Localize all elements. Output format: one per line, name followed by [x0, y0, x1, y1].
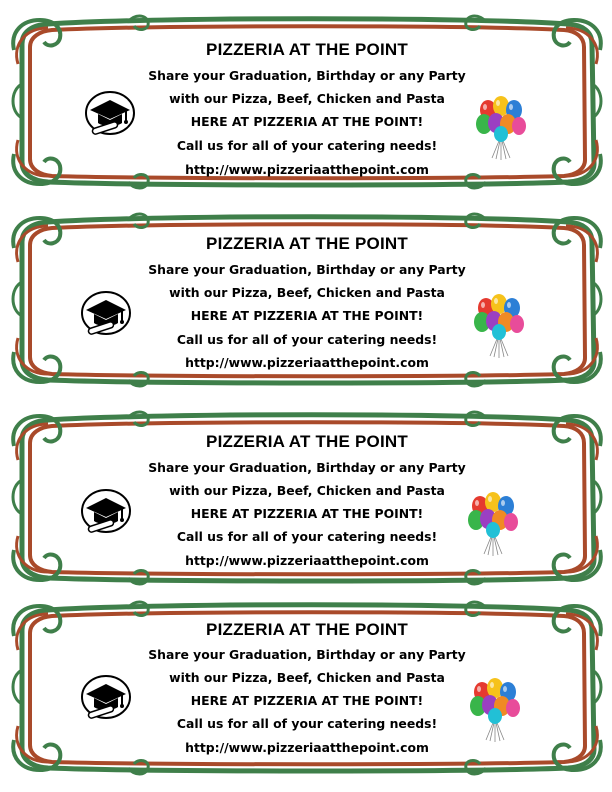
flyer-title: PIZZERIA AT THE POINT [206, 234, 408, 253]
flyer-line-2: with our Pizza, Beef, Chicken and Pasta [169, 91, 445, 106]
graduation-cap-icon [80, 290, 132, 336]
flyer-line-1: Share your Graduation, Birthday or any Party [148, 460, 466, 475]
flyer-1 [8, 14, 606, 190]
flyer-line-3: HERE AT PIZZERIA AT THE POINT! [190, 693, 424, 708]
flyer-line-4: Call us for all of your catering needs! [176, 716, 438, 731]
flyer-line-3: HERE AT PIZZERIA AT THE POINT! [190, 308, 424, 323]
flyer-title: PIZZERIA AT THE POINT [206, 40, 408, 59]
graduation-cap-icon [80, 674, 132, 720]
flyer-line-2: with our Pizza, Beef, Chicken and Pasta [169, 670, 445, 685]
graduation-cap-icon [84, 90, 136, 136]
flyer-4 [8, 600, 606, 776]
flyer-line-2: with our Pizza, Beef, Chicken and Pasta [169, 285, 445, 300]
balloons-icon [466, 492, 520, 558]
flyer-line-3: HERE AT PIZZERIA AT THE POINT! [190, 114, 424, 129]
flyer-url: http://www.pizzeriaatthepoint.com [185, 553, 429, 568]
flyer-line-4: Call us for all of your catering needs! [176, 138, 438, 153]
flyer-url: http://www.pizzeriaatthepoint.com [185, 740, 429, 755]
graduation-cap-icon [80, 488, 132, 534]
balloons-icon [472, 294, 526, 360]
flyer-3 [8, 410, 606, 586]
flyer-title: PIZZERIA AT THE POINT [206, 432, 408, 451]
flyer-line-1: Share your Graduation, Birthday or any Party [148, 68, 466, 83]
flyer-line-1: Share your Graduation, Birthday or any Party [148, 262, 466, 277]
balloons-icon [468, 678, 522, 744]
flyer-title: PIZZERIA AT THE POINT [206, 620, 408, 639]
flyer-line-2: with our Pizza, Beef, Chicken and Pasta [169, 483, 445, 498]
flyer-line-4: Call us for all of your catering needs! [176, 529, 438, 544]
flyer-url: http://www.pizzeriaatthepoint.com [185, 162, 429, 177]
balloons-icon [474, 96, 528, 162]
flyer-url: http://www.pizzeriaatthepoint.com [185, 355, 429, 370]
flyer-line-4: Call us for all of your catering needs! [176, 332, 438, 347]
flyer-2 [8, 212, 606, 388]
flyer-line-1: Share your Graduation, Birthday or any Party [148, 647, 466, 662]
flyer-line-3: HERE AT PIZZERIA AT THE POINT! [190, 506, 424, 521]
